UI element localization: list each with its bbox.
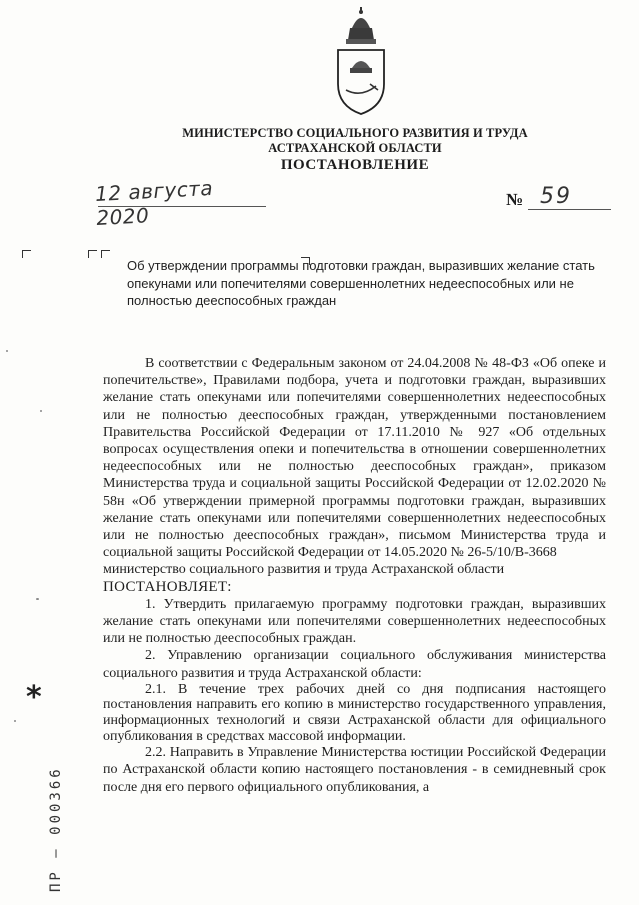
document-subject: Об утверждении программы подготовки граждан, выразивших желание стать опекунами или попечителями совершеннолетних недееспособных или не полностью дееспособных граждан [127,258,595,308]
corner-mark [22,250,31,258]
ministry-title-line-1: МИНИСТЕРСТВО СОЦИАЛЬНОГО РАЗВИТИЯ И ТРУДА [182,126,528,140]
margin-asterisk: * [26,680,42,715]
coat-of-arms-emblem [330,6,392,118]
document-type-title: ПОСТАНОВЛЕНИЕ [280,157,430,173]
scan-speck [6,350,8,352]
corner-mark [88,250,97,258]
preamble-paragraph: В соответствии с Федеральным законом от 24.04.2008 № 48-ФЗ «Об опеке и попечительстве», Правилами подбора, учета и подготовки граждан, выразивших желание стать опекунами или попечителями совершеннолетних недееспособных или не полностью дееспособных граждан, утвержденными постановлением Правительства Российской Федерации от 17.11.2010 № 927 «Об отдельных вопросах осуществления опеки и попечительства в отношении совершеннолетних недееспособных или не полностью дееспособных граждан», приказом Министерства труда и социальной защиты Российской Федерации от 12.02.2020 № 58н «Об утверждении примерной программы подготовки граждан, выразивших желание стать опекунами или попечителями совершеннолетних недееспособных или не полностью дееспособных граждан», письмом Министерства труда и социальной защиты Российской Федерации от 14.05.2020 № 26-5/10/В-3668 [103,356,606,561]
registration-number: ПР — 000366 [48,766,64,892]
date-underline [98,206,266,207]
number-underline [528,209,611,210]
scan-speck [14,720,16,722]
resolves-heading: ПОСТАНОВЛЯЕТ: [103,578,232,595]
document-body [103,355,606,796]
scan-speck [36,598,39,600]
handwritten-date: 12 августа 2020 [94,175,214,230]
ministry-title-line-2: АСТРАХАНСКОЙ ОБЛАСТИ [268,141,442,155]
ministry-line: министерство социального развития и труда Астраханской области [103,562,505,578]
number-label: № [506,190,524,209]
item-2-2: 2.2. Направить в Управление Министерства юстиции Российской Федерации по Астраханской области копию настоящего постановления - в семидневный срок после дня его первого официального опубликования, а [103,745,606,795]
handwritten-document-number: 59 [540,184,572,209]
item-1: 1. Утвердить прилагаемую программу подготовки граждан, выразивших желание стать опекунами или попечителями совершеннолетних недееспособных или не полностью дееспособных граждан. [103,596,606,647]
scan-speck [40,410,42,412]
item-2: 2. Управлению организации социального обслуживания министерства социального развития и труда Астраханской области: [103,648,606,681]
corner-mark [101,250,110,258]
document-header [150,126,560,174]
item-2-1: 2.1. В течение трех рабочих дней со дня подписания настоящего постановления направить его копию в министерство государственного управления, информационных технологий и связи Астраханской области для официального опубликования в средствах массовой информации. [103,681,606,744]
registration-stamp [20,740,64,892]
